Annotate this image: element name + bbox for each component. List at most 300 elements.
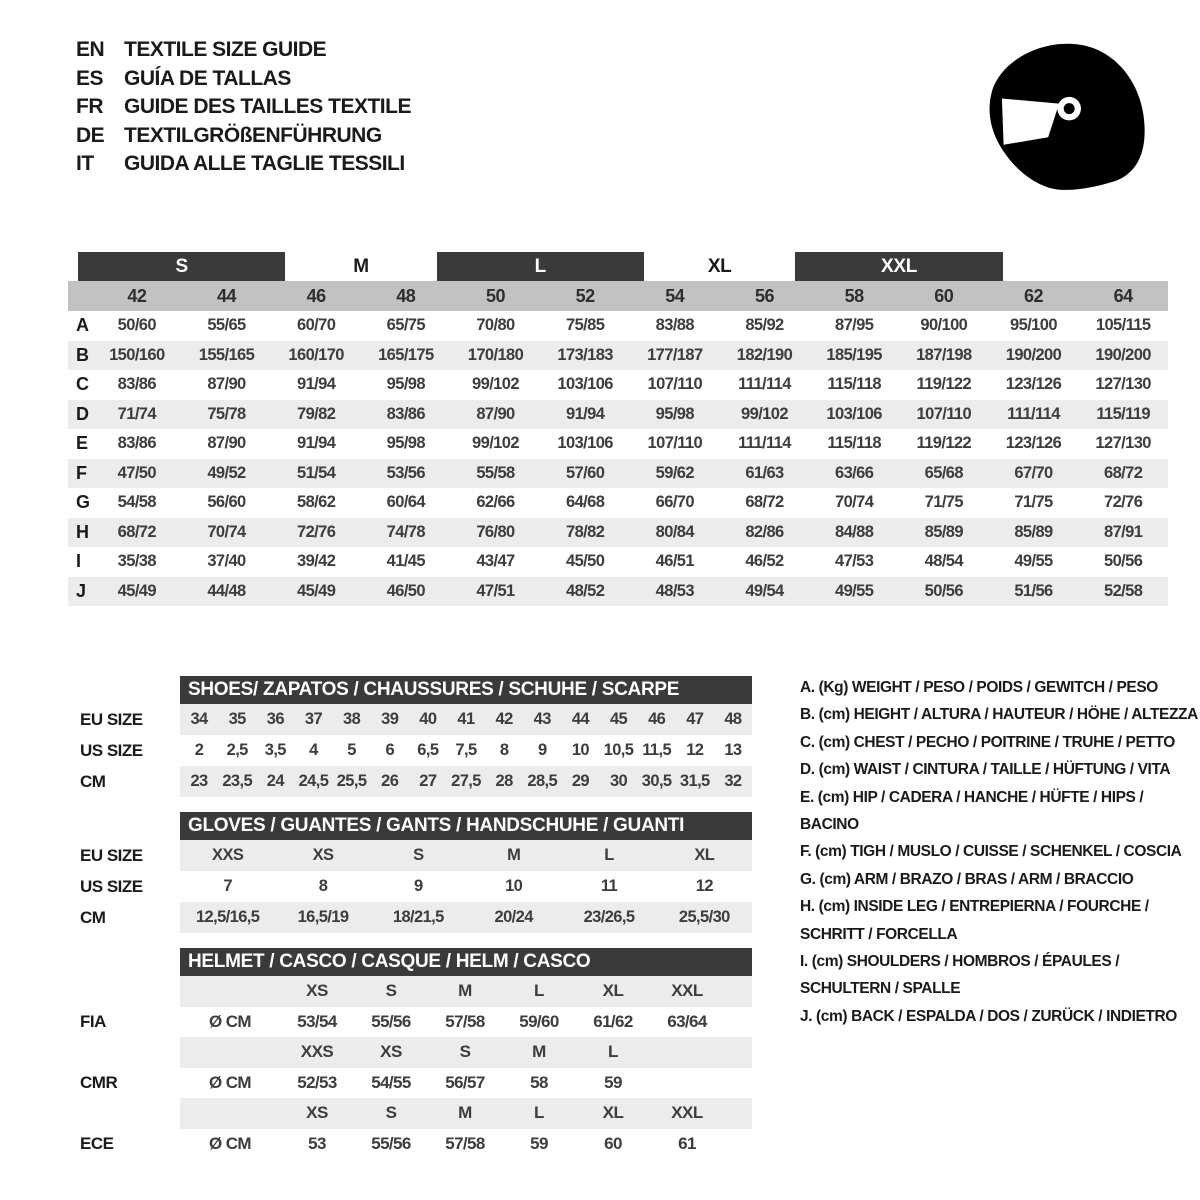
size-value: 25,5 bbox=[336, 772, 367, 790]
row-values bbox=[180, 1068, 752, 1099]
size-value: 119/122 bbox=[916, 434, 972, 453]
language-row-en bbox=[76, 36, 411, 65]
size-value: 75/85 bbox=[566, 316, 605, 335]
size-value: 56/57 bbox=[445, 1072, 485, 1092]
size-value: 49/52 bbox=[207, 463, 246, 482]
size-value: 53/56 bbox=[386, 463, 425, 482]
size-value: 58/62 bbox=[297, 493, 336, 512]
legend-item-b: B. (cm) HEIGHT / ALTURA / HAUTEUR / HÖHE / ALTEZZA bbox=[800, 706, 1198, 724]
size-value: 8 bbox=[318, 877, 328, 895]
size-value: 83/86 bbox=[117, 434, 156, 453]
legend-item-d: D. (cm) WAIST / CINTURA / TAILLE / HÜFTUNG / VITA bbox=[800, 761, 1171, 779]
size-value: 107/110 bbox=[916, 404, 972, 423]
column-header-52: 52 bbox=[575, 285, 595, 306]
language-title: TEXTILGRÖßENFÜHRUNG bbox=[124, 123, 382, 147]
size-value: 45/50 bbox=[566, 552, 605, 571]
row-values bbox=[180, 871, 752, 902]
size-value: 65/68 bbox=[924, 463, 963, 482]
size-value: 155/165 bbox=[198, 345, 255, 364]
size-value: 55/56 bbox=[371, 1011, 411, 1031]
size-value: 24,5 bbox=[298, 772, 329, 790]
helmet-size-label: XXL bbox=[671, 1103, 703, 1123]
size-value: 39 bbox=[381, 710, 399, 728]
helmet-sizes-row-cmr bbox=[68, 1037, 752, 1068]
helmet-size-label: XL bbox=[602, 981, 624, 1001]
size-value: 25,5/30 bbox=[678, 908, 730, 926]
size-value: 187/198 bbox=[916, 345, 972, 364]
size-value: 10,5 bbox=[603, 741, 634, 759]
legend-item-g: G. (cm) ARM / BRAZO / BRAS / ARM / BRACCIO bbox=[800, 870, 1134, 888]
size-value: 85/89 bbox=[1014, 522, 1053, 541]
size-value: 13 bbox=[724, 741, 742, 759]
size-value: 190/200 bbox=[1005, 345, 1062, 364]
size-band-m: M bbox=[353, 255, 369, 277]
size-value: 11,5 bbox=[642, 741, 672, 759]
size-value: 43 bbox=[533, 710, 551, 728]
size-value: 99/102 bbox=[472, 434, 519, 453]
helmet-value-row-ece bbox=[68, 1129, 752, 1160]
size-value: 60/70 bbox=[297, 316, 336, 335]
measure-row-c bbox=[68, 370, 1168, 400]
size-value: 123/126 bbox=[1005, 375, 1062, 394]
size-value: 37/40 bbox=[207, 552, 246, 571]
size-value: M bbox=[507, 846, 521, 864]
row-label: B bbox=[76, 344, 89, 365]
size-value: 28 bbox=[495, 772, 513, 790]
helmet-size-label: XS bbox=[306, 1103, 328, 1123]
size-value: 10 bbox=[571, 741, 589, 759]
helmet-size-label: XS bbox=[306, 981, 328, 1001]
size-band-row bbox=[68, 252, 1168, 281]
row-label: H bbox=[76, 521, 89, 542]
size-value: 11 bbox=[600, 877, 618, 895]
language-title: GUIDE DES TAILLES TEXTILE bbox=[124, 95, 411, 118]
helmet-sizes-row-fia bbox=[68, 976, 752, 1007]
column-header-60: 60 bbox=[934, 285, 954, 306]
legend-item-a: A. (Kg) WEIGHT / PESO / POIDS / GEWITCH / PESO bbox=[800, 679, 1158, 696]
row-label: F bbox=[76, 462, 87, 483]
size-value: 59/60 bbox=[519, 1011, 559, 1031]
size-value: 95/98 bbox=[386, 434, 425, 453]
row-label: A bbox=[76, 315, 89, 336]
size-value: 24 bbox=[266, 772, 284, 790]
legend-item-j: J. (cm) BACK / ESPALDA / DOS / ZURÜCK / INDIETRO bbox=[800, 1007, 1177, 1025]
helmet-size-label: M bbox=[458, 981, 472, 1001]
helmet-table bbox=[68, 948, 752, 1159]
size-value: 70/74 bbox=[835, 493, 874, 512]
size-value: 60 bbox=[604, 1133, 622, 1153]
size-value: 59 bbox=[604, 1072, 622, 1092]
language-row-de bbox=[76, 122, 411, 151]
size-value: 7,5 bbox=[455, 741, 477, 759]
row-label-spacer bbox=[68, 976, 180, 1007]
size-value: 57/60 bbox=[566, 463, 605, 482]
size-value: 34 bbox=[190, 710, 208, 728]
size-value: 2,5 bbox=[226, 741, 248, 759]
legend-item-h: H. (cm) INSIDE LEG / ENTREPIERNA / FOURCHE / SCHRITT / FORCELLA bbox=[800, 898, 1149, 943]
size-value: 127/130 bbox=[1095, 434, 1151, 453]
language-row-fr bbox=[76, 93, 411, 122]
size-band-xl: XL bbox=[707, 255, 732, 277]
row-label: EU SIZE bbox=[80, 845, 143, 865]
size-band-l: L bbox=[437, 252, 644, 281]
helmet-sizes-row-ece bbox=[68, 1098, 752, 1129]
size-value: 91/94 bbox=[297, 375, 336, 394]
size-value: 50/60 bbox=[117, 316, 156, 335]
size-value: 55/58 bbox=[476, 463, 515, 482]
size-value: 29 bbox=[571, 772, 589, 790]
size-value: 87/95 bbox=[835, 316, 874, 335]
helmet-table-title: HELMET / CASCO / CASQUE / HELM / CASCO bbox=[180, 948, 752, 976]
size-value: 103/106 bbox=[826, 404, 882, 423]
size-value: 57/58 bbox=[445, 1011, 485, 1031]
size-value: 46/51 bbox=[655, 552, 694, 571]
size-value: 47/51 bbox=[476, 581, 515, 600]
size-value: XS bbox=[312, 846, 334, 864]
size-value: 83/86 bbox=[386, 404, 425, 423]
size-value: 23 bbox=[190, 772, 208, 790]
size-value: XL bbox=[694, 846, 715, 864]
size-value: 83/88 bbox=[655, 316, 694, 335]
size-value: 41/45 bbox=[386, 552, 425, 571]
table-row bbox=[68, 840, 752, 871]
size-value: 64/68 bbox=[566, 493, 605, 512]
language-title: GUÍA DE TALLAS bbox=[124, 66, 291, 90]
column-header-64: 64 bbox=[1113, 285, 1133, 306]
size-value: 99/102 bbox=[472, 375, 519, 394]
size-value: 71/75 bbox=[1014, 493, 1053, 512]
size-value: 127/130 bbox=[1095, 375, 1151, 394]
helmet-size-label: S bbox=[459, 1042, 471, 1062]
shoes-table-title: SHOES/ ZAPATOS / CHAUSSURES / SCHUHE / SCARPE bbox=[180, 676, 752, 704]
table-row bbox=[68, 735, 752, 766]
size-value: 107/110 bbox=[647, 434, 703, 453]
size-value: 27 bbox=[419, 772, 437, 790]
size-value: 99/102 bbox=[741, 404, 788, 423]
size-value: 68/72 bbox=[1104, 463, 1143, 482]
size-value: 55/56 bbox=[371, 1133, 411, 1153]
size-value: 103/106 bbox=[557, 434, 613, 453]
size-value: 95/100 bbox=[1010, 316, 1057, 335]
size-value: 27,5 bbox=[451, 772, 481, 790]
column-header-50: 50 bbox=[485, 285, 505, 306]
row-label-spacer bbox=[68, 1037, 180, 1068]
size-value: 48/52 bbox=[566, 581, 605, 600]
shoes-table bbox=[68, 676, 752, 797]
size-value: 23,5 bbox=[222, 772, 253, 790]
size-value: 23/26,5 bbox=[583, 908, 635, 926]
size-value: 91/94 bbox=[566, 404, 605, 423]
helmet-size-label: M bbox=[458, 1103, 472, 1123]
size-value: 52/53 bbox=[297, 1072, 337, 1092]
size-value: 72/76 bbox=[1104, 493, 1143, 512]
size-band-s: S bbox=[78, 252, 285, 281]
measurement-legend bbox=[800, 674, 1200, 1030]
helmet-size-label: XXL bbox=[671, 981, 703, 1001]
standard-label: CMR bbox=[80, 1072, 118, 1092]
size-value: 31,5 bbox=[679, 772, 710, 790]
language-code: ES bbox=[76, 66, 104, 90]
size-value: 54/58 bbox=[117, 493, 156, 512]
size-value: 56/60 bbox=[207, 493, 246, 512]
size-value: 44 bbox=[571, 710, 589, 728]
diameter-unit: Ø CM bbox=[209, 1133, 251, 1153]
measure-row-j bbox=[68, 577, 1168, 607]
legend-item-c: C. (cm) CHEST / PECHO / POITRINE / TRUHE / PETTO bbox=[800, 733, 1175, 751]
size-value: 47/50 bbox=[117, 463, 156, 482]
row-label: EU SIZE bbox=[80, 709, 143, 729]
size-value: 90/100 bbox=[920, 316, 968, 335]
size-value: 123/126 bbox=[1005, 434, 1062, 453]
legend-item-f: F. (cm) TIGH / MUSLO / CUISSE / SCHENKEL / COSCIA bbox=[800, 843, 1182, 861]
size-value: 48/54 bbox=[924, 552, 963, 571]
size-value: 78/82 bbox=[566, 522, 605, 541]
standard-label: FIA bbox=[80, 1011, 106, 1031]
size-value: 115/118 bbox=[827, 434, 881, 453]
size-value: 165/175 bbox=[378, 345, 434, 364]
gloves-table-title: GLOVES / GUANTES / GANTS / HANDSCHUHE / GUANTI bbox=[180, 812, 752, 840]
size-value: 115/119 bbox=[1096, 404, 1150, 423]
size-value: 6,5 bbox=[417, 741, 439, 759]
row-values bbox=[180, 1129, 752, 1160]
table-row bbox=[68, 902, 752, 933]
column-header-54: 54 bbox=[665, 285, 685, 306]
legend-item-e: E. (cm) HIP / CADERA / HANCHE / HÜFTE / HIPS / BACINO bbox=[800, 788, 1144, 834]
size-value: 45/49 bbox=[297, 581, 336, 600]
measure-row-b bbox=[68, 341, 1168, 371]
size-value: 85/92 bbox=[745, 316, 784, 335]
size-value: 68/72 bbox=[745, 493, 784, 512]
size-value: 66/70 bbox=[655, 493, 694, 512]
size-value: 59 bbox=[530, 1133, 548, 1153]
row-sizes bbox=[180, 976, 752, 1007]
helmet-size-label: XXS bbox=[300, 1042, 334, 1062]
table-row bbox=[68, 871, 752, 902]
helmet-size-label: M bbox=[532, 1042, 546, 1062]
row-values bbox=[180, 902, 752, 933]
size-value: L bbox=[604, 846, 614, 864]
size-value: 82/86 bbox=[745, 522, 784, 541]
language-title: GUIDA ALLE TAGLIE TESSILI bbox=[124, 152, 405, 175]
column-header-42: 42 bbox=[127, 285, 147, 306]
measure-row-g bbox=[68, 488, 1168, 518]
gloves-table bbox=[68, 812, 752, 933]
size-value: 18/21,5 bbox=[392, 908, 444, 926]
size-value: 72/76 bbox=[297, 522, 336, 541]
size-value: 107/110 bbox=[647, 375, 703, 394]
size-value: 9 bbox=[414, 877, 423, 895]
size-value: 185/195 bbox=[826, 345, 882, 364]
size-value: 68/72 bbox=[117, 522, 156, 541]
measure-row-f bbox=[68, 459, 1168, 489]
size-value: 10 bbox=[505, 877, 523, 895]
size-value: 63/66 bbox=[835, 463, 874, 482]
size-value: 49/54 bbox=[745, 581, 784, 600]
size-value: S bbox=[413, 846, 424, 864]
row-values bbox=[180, 735, 752, 766]
diameter-unit: Ø CM bbox=[209, 1011, 251, 1031]
measure-row-e bbox=[68, 429, 1168, 459]
row-label: US SIZE bbox=[80, 876, 143, 896]
size-value: 111/114 bbox=[738, 434, 791, 453]
language-row-it bbox=[76, 150, 411, 179]
row-label: CM bbox=[80, 771, 106, 791]
size-value: 80/84 bbox=[655, 522, 694, 541]
measure-row-i bbox=[68, 547, 1168, 577]
helmet-size-label: L bbox=[534, 1103, 544, 1123]
size-value: 53 bbox=[308, 1133, 326, 1153]
size-value: 7 bbox=[223, 877, 232, 895]
helmet-size-label: S bbox=[385, 1103, 397, 1123]
row-values bbox=[180, 766, 752, 797]
size-value: 87/90 bbox=[476, 404, 515, 423]
size-value: 111/114 bbox=[738, 375, 791, 394]
size-value: 9 bbox=[537, 741, 547, 759]
column-header-62: 62 bbox=[1023, 285, 1043, 306]
size-value: 12,5/16,5 bbox=[195, 908, 260, 926]
size-value: 42 bbox=[495, 710, 513, 728]
size-value: 95/98 bbox=[386, 375, 425, 394]
size-value: 4 bbox=[309, 741, 318, 759]
size-value: 12 bbox=[695, 877, 713, 895]
size-value: 55/65 bbox=[207, 316, 246, 335]
size-value: 85/89 bbox=[924, 522, 963, 541]
size-value: 35 bbox=[228, 710, 246, 728]
size-value: 49/55 bbox=[1014, 552, 1053, 571]
size-value: 2 bbox=[194, 741, 204, 759]
size-value: 30,5 bbox=[641, 772, 672, 790]
row-label: D bbox=[76, 403, 89, 424]
size-value: 95/98 bbox=[655, 404, 694, 423]
textile-size-table bbox=[68, 252, 1168, 606]
size-value: 28,5 bbox=[527, 772, 558, 790]
size-value: 32 bbox=[724, 772, 742, 790]
size-value: 170/180 bbox=[467, 345, 524, 364]
size-value: 67/70 bbox=[1014, 463, 1053, 482]
size-value: 39/42 bbox=[297, 552, 336, 571]
row-label: J bbox=[76, 580, 87, 601]
size-value: 35/38 bbox=[117, 552, 156, 571]
column-header-46: 46 bbox=[306, 285, 326, 306]
measure-row-a bbox=[68, 311, 1168, 341]
size-table-rows bbox=[68, 311, 1168, 606]
column-header-58: 58 bbox=[844, 285, 864, 306]
size-value: 48/53 bbox=[655, 581, 694, 600]
size-value: 36 bbox=[266, 710, 284, 728]
table-row bbox=[68, 766, 752, 797]
row-label: I bbox=[76, 551, 82, 572]
size-value: 52/58 bbox=[1104, 581, 1143, 600]
language-code: DE bbox=[76, 123, 105, 147]
size-value: 51/54 bbox=[297, 463, 336, 482]
legend-item-i: I. (cm) SHOULDERS / HOMBROS / ÉPAULES / SCHULTERN / SPALLE bbox=[800, 953, 1120, 998]
size-value: 3,5 bbox=[264, 741, 286, 759]
size-value: 182/190 bbox=[736, 345, 793, 364]
size-value: 79/82 bbox=[297, 404, 336, 423]
measure-row-h bbox=[68, 518, 1168, 548]
size-value: 44/48 bbox=[207, 581, 246, 600]
size-value: 115/118 bbox=[827, 375, 881, 394]
row-label-spacer bbox=[68, 1098, 180, 1129]
size-value: 16,5/19 bbox=[297, 908, 349, 926]
size-value: 47 bbox=[686, 710, 704, 728]
size-value: 43/47 bbox=[476, 552, 515, 571]
size-value: 46/52 bbox=[745, 552, 784, 571]
size-value: 75/78 bbox=[207, 404, 246, 423]
size-value: 53/54 bbox=[297, 1011, 337, 1031]
row-label: C bbox=[76, 374, 89, 395]
size-value: 62/66 bbox=[476, 493, 515, 512]
racing-helmet-icon bbox=[975, 34, 1160, 206]
row-sizes bbox=[180, 1037, 752, 1068]
size-value: 173/183 bbox=[557, 345, 613, 364]
size-value: 87/90 bbox=[207, 434, 246, 453]
row-label: US SIZE bbox=[80, 740, 143, 760]
helmet-value-row-fia bbox=[68, 1007, 752, 1038]
size-value: 47/53 bbox=[835, 552, 874, 571]
size-value: 177/187 bbox=[647, 345, 703, 364]
size-value: 150/160 bbox=[109, 345, 165, 364]
size-value: 51/56 bbox=[1014, 581, 1053, 600]
size-value: 48 bbox=[724, 710, 742, 728]
helmet-size-label: L bbox=[608, 1042, 618, 1062]
size-value: 71/74 bbox=[117, 404, 156, 423]
size-value: 91/94 bbox=[297, 434, 336, 453]
size-value: 57/58 bbox=[445, 1133, 485, 1153]
helmet-size-label: XL bbox=[602, 1103, 624, 1123]
size-value: 59/62 bbox=[655, 463, 694, 482]
size-value: 111/114 bbox=[1007, 404, 1060, 423]
size-value: 41 bbox=[457, 710, 475, 728]
size-value: 70/80 bbox=[476, 316, 515, 335]
size-value: 45/49 bbox=[117, 581, 156, 600]
size-value: 40 bbox=[419, 710, 437, 728]
language-row-es bbox=[76, 65, 411, 94]
size-value: 54/55 bbox=[371, 1072, 411, 1092]
language-title: TEXTILE SIZE GUIDE bbox=[124, 38, 327, 61]
row-label: G bbox=[76, 492, 91, 513]
size-value: 74/78 bbox=[386, 522, 425, 541]
size-value: XXS bbox=[212, 846, 244, 864]
size-value: 12 bbox=[686, 741, 704, 759]
size-value: 45 bbox=[609, 710, 628, 728]
size-value: 87/90 bbox=[207, 375, 246, 394]
size-value: 60/64 bbox=[386, 493, 425, 512]
row-label: CM bbox=[80, 907, 106, 927]
language-code: IT bbox=[76, 152, 94, 175]
column-header-48: 48 bbox=[396, 285, 416, 306]
column-header-44: 44 bbox=[216, 285, 236, 306]
size-value: 160/170 bbox=[288, 345, 344, 364]
row-values bbox=[180, 1007, 752, 1038]
size-value: 87/91 bbox=[1104, 522, 1143, 541]
standard-label: ECE bbox=[80, 1133, 114, 1153]
size-value: 190/200 bbox=[1095, 345, 1151, 364]
size-value: 49/55 bbox=[835, 581, 874, 600]
size-value: 65/75 bbox=[386, 316, 425, 335]
measure-row-d bbox=[68, 400, 1168, 430]
helmet-size-label: XS bbox=[380, 1042, 402, 1062]
size-value: 5 bbox=[347, 741, 356, 759]
size-value: 46/50 bbox=[386, 581, 425, 600]
size-value: 46 bbox=[648, 710, 666, 728]
diameter-unit: Ø CM bbox=[209, 1072, 251, 1092]
row-sizes bbox=[180, 1098, 752, 1129]
language-code: EN bbox=[76, 38, 105, 61]
size-value: 84/88 bbox=[835, 522, 874, 541]
size-value: 105/115 bbox=[1095, 316, 1151, 335]
table-row bbox=[68, 704, 752, 735]
